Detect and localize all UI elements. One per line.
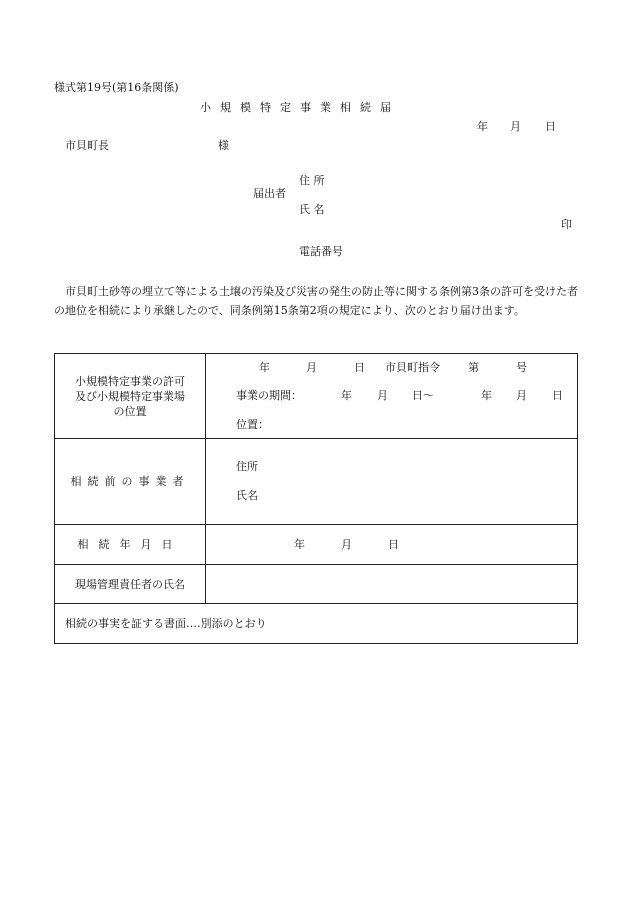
seal-mark: 印 (561, 218, 572, 231)
permit-day: 日 (354, 361, 365, 374)
site-manager-label: 現場管理責任者の氏名 (55, 565, 206, 604)
previous-operator-name-label: 氏名 (236, 489, 258, 502)
inheritance-date-value-cell (206, 525, 578, 565)
table-row-site-manager (55, 565, 578, 604)
site-manager-value-cell (206, 565, 578, 604)
inheritance-date-label: 相続年月日 (55, 525, 206, 565)
date-year-label: 年 (477, 120, 488, 133)
period-label: 事業の期間： (236, 389, 302, 402)
addressee-name: 市貝町長 (65, 139, 109, 152)
previous-operator-address-label: 住所 (236, 460, 258, 473)
inheritance-day: 日 (388, 538, 399, 551)
permit-number-suffix: 号 (516, 361, 527, 374)
table-row-inheritance-date (55, 525, 578, 565)
period-start-year: 年 (341, 389, 352, 402)
inheritance-year: 年 (294, 538, 305, 551)
permit-label-line-3: の位置 (113, 404, 147, 418)
previous-operator-value-cell (206, 439, 578, 525)
addressee-honorific: 様 (218, 139, 229, 152)
date-month-label: 月 (510, 120, 521, 133)
document-title: 小規模特定事業相続届 (200, 101, 400, 114)
table-row-permit (55, 354, 578, 439)
previous-operator-label: 相続前の事業者 (55, 439, 206, 525)
permit-label-cell (55, 354, 206, 439)
period-end-day: 日 (552, 389, 563, 402)
applicant-name-label: 氏 名 (299, 203, 325, 216)
location-label: 位置： (236, 418, 269, 431)
applicant-label: 届出者 (253, 187, 286, 200)
applicant-address-label: 住 所 (299, 174, 325, 187)
date-day-label: 日 (545, 120, 556, 133)
permit-year: 年 (259, 361, 270, 374)
permit-label-line-2: 及び小規模特定事業場 (75, 389, 185, 403)
notification-table (54, 353, 578, 644)
period-start-month: 月 (377, 389, 388, 402)
permit-value-cell (206, 354, 578, 439)
table-row-evidence (55, 604, 578, 644)
form-number: 様式第19号(第16条関係) (54, 81, 179, 94)
permit-label-line-1: 小規模特定事業の許可 (75, 374, 185, 388)
permit-number-prefix: 第 (468, 361, 479, 374)
table-row-previous-operator (55, 439, 578, 525)
body-paragraph: 市貝町土砂等の埋立て等による土壌の汚染及び災害の発生の防止等に関する条例第3条の許可を受けた者の地位を相続により承継したので、同条例第15条第2項の規定により、次のとおり届け出ます。 (54, 285, 578, 317)
permit-month: 月 (306, 361, 317, 374)
period-end-month: 月 (516, 389, 527, 402)
inheritance-month: 月 (341, 538, 352, 551)
period-start-day: 日～ (412, 389, 434, 402)
period-end-year: 年 (481, 389, 492, 402)
applicant-phone-label: 電話番号 (299, 245, 343, 258)
evidence-note: 相続の事実を証する書面‥‥別添のとおり (55, 604, 578, 644)
permit-authority: 市貝町指令 (385, 361, 440, 374)
